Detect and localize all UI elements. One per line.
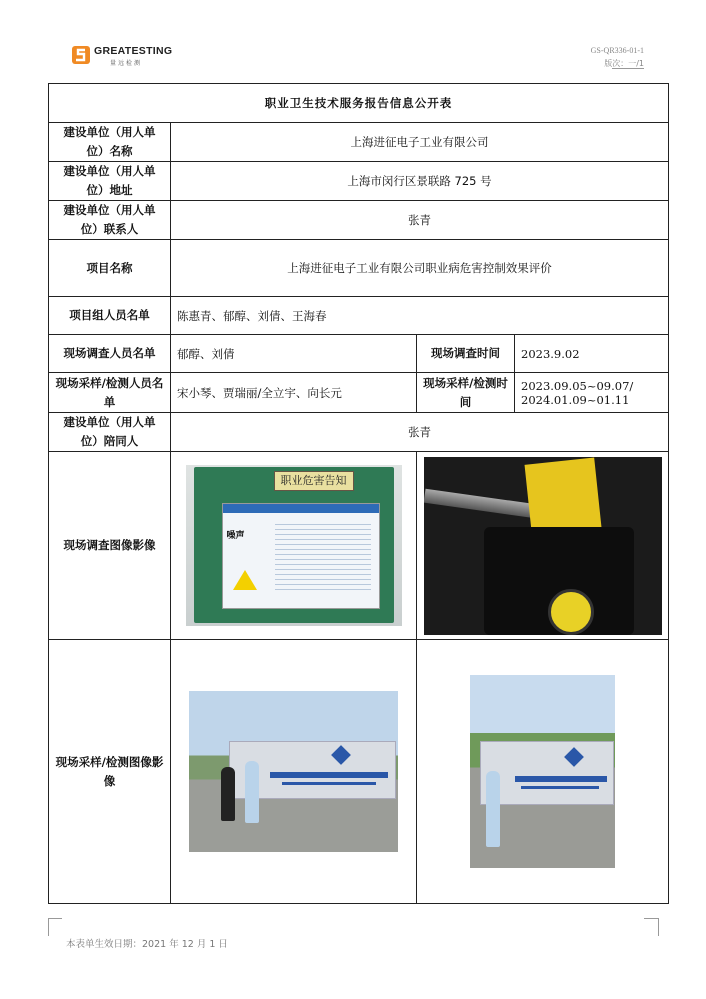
document-version: 版次：一/1 (604, 59, 644, 68)
survey-photo-cell-2 (417, 452, 669, 640)
escort-value: 张青 (171, 413, 669, 452)
unit-name-label: 建设单位（用人单位）名称 (49, 123, 171, 162)
survey-photo-cell-1 (171, 452, 417, 640)
disclosure-form-table (48, 83, 669, 904)
dial-icon (548, 589, 594, 635)
hazard-board (194, 467, 394, 623)
unit-address-value: 上海市闵行区景联路 725 号 (171, 162, 669, 201)
hazard-notice-photo (186, 465, 402, 626)
survey-images-label: 现场调查图像影像 (49, 452, 171, 640)
form-title: 职业卫生技术服务报告信息公开表 (49, 84, 669, 123)
survey-time-label: 现场调查时间 (417, 335, 515, 373)
company-logo (72, 44, 182, 66)
unit-name-value: 上海进征电子工业有限公司 (171, 123, 669, 162)
company-subname: 量远检测 (110, 60, 143, 67)
survey-time-value: 2023.9.02 (515, 335, 669, 373)
escort-label: 建设单位（用人单位）陪同人 (49, 413, 171, 452)
survey-staff-label: 现场调查人员名单 (49, 335, 171, 373)
company-gate-photo-2 (470, 675, 615, 868)
unit-contact-value: 张青 (171, 201, 669, 240)
company-gate-photo-1 (189, 691, 398, 852)
version-underline (612, 68, 644, 69)
project-name-label: 项目名称 (49, 240, 171, 297)
unit-address-label: 建设单位（用人单位）地址 (49, 162, 171, 201)
logo-mark-icon (72, 46, 90, 64)
team-value: 陈惠青、郁醇、刘倩、王海春 (171, 297, 669, 335)
warning-triangle-icon (233, 570, 257, 590)
hazard-notice-card (222, 503, 380, 609)
warning-labels (524, 457, 601, 534)
sampling-time-value-2: 2024.01.09~01.11 (521, 392, 630, 407)
person-figure (245, 761, 259, 823)
person-figure (486, 771, 500, 847)
team-label: 项目组人员名单 (49, 297, 171, 335)
company-name: GREATESTING (94, 45, 173, 57)
sampling-staff-value: 宋小琴、贾瑞丽/全立宇、向长元 (171, 373, 417, 413)
sampling-staff-label: 现场采样/检测人员名单 (49, 373, 171, 413)
form-effective-date: 本表单生效日期：2021 年 12 月 1 日 (66, 939, 228, 950)
hazard-card-noise: 噪声 (226, 531, 245, 541)
unit-contact-label: 建设单位（用人单位）联系人 (49, 201, 171, 240)
machine-photo (424, 457, 662, 635)
person-figure (221, 767, 235, 821)
project-name-value: 上海进征电子工业有限公司职业病危害控制效果评价 (171, 240, 669, 297)
sampling-photo-cell-2 (417, 640, 669, 904)
sampling-time-cell (515, 373, 669, 413)
sampling-photo-cell-1 (171, 640, 417, 904)
survey-staff-value: 郁醇、刘倩 (171, 335, 417, 373)
document-code: GS-QR336-01-1 (590, 46, 644, 55)
sampling-time-value-1: 2023.09.05~09.07/ (521, 378, 634, 393)
sampling-images-label: 现场采样/检测图像影像 (49, 640, 171, 904)
hazard-sign-title: 职业危害告知 (274, 471, 354, 491)
sampling-time-label: 现场采样/检测时间 (417, 373, 515, 413)
